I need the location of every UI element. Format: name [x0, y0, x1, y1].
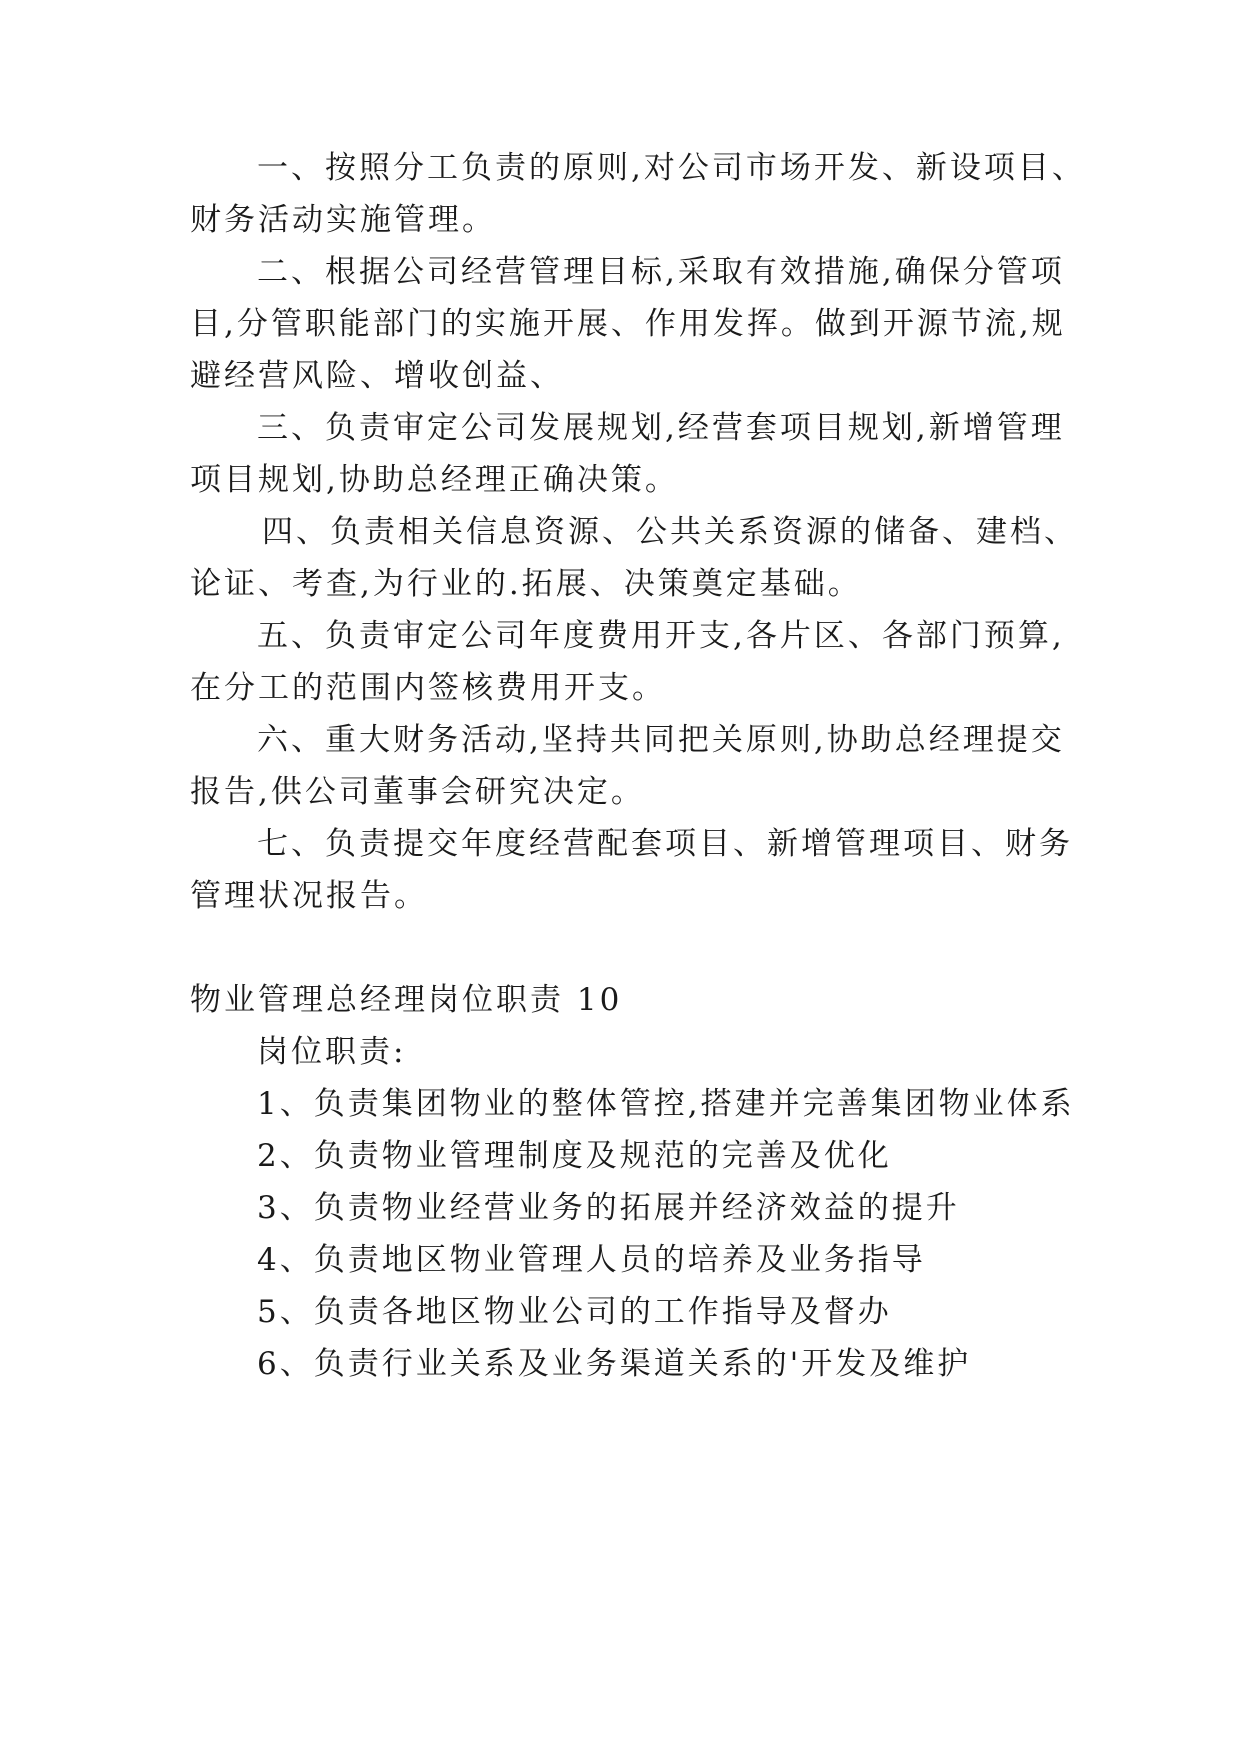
paragraph-6-line-1: 六、重大财务活动,坚持共同把关原则,协助总经理提交 — [257, 722, 1065, 758]
paragraph-2-line-2: 目,分管职能部门的实施开展、作用发挥。做到开源节流,规 — [190, 306, 1066, 342]
paragraph-4-line-1: 四、负责相关信息资源、公共关系资源的储备、建档、 — [262, 514, 1078, 550]
list-item: 5、负责各地区物业公司的工作指导及督办 — [257, 1294, 892, 1330]
list-item: 3、负责物业经营业务的拓展并经济效益的提升 — [257, 1190, 960, 1226]
paragraph-2-line-1: 二、根据公司经营管理目标,采取有效措施,确保分管项 — [257, 254, 1065, 290]
section-subtitle: 岗位职责: — [257, 1034, 407, 1070]
list-item: 2、负责物业管理制度及规范的完善及优化 — [257, 1138, 892, 1174]
list-item: 1、负责集团物业的整体管控,搭建并完善集团物业体系 — [257, 1086, 1075, 1122]
paragraph-7-line-2: 管理状况报告。 — [190, 878, 428, 914]
paragraph-6-line-2: 报告,供公司董事会研究决定。 — [190, 774, 645, 810]
paragraph-3-line-2: 项目规划,协助总经理正确决策。 — [190, 462, 679, 498]
paragraph-7-line-1: 七、负责提交年度经营配套项目、新增管理项目、财务 — [257, 826, 1073, 862]
paragraph-1-line-2: 财务活动实施管理。 — [190, 202, 496, 238]
section-title: 物业管理总经理岗位职责 10 — [190, 982, 623, 1018]
list-item: 4、负责地区物业管理人员的培养及业务指导 — [257, 1242, 926, 1278]
paragraph-5-line-2: 在分工的范围内签核费用开支。 — [190, 670, 666, 706]
paragraph-4-line-2: 论证、考查,为行业的.拓展、决策奠定基础。 — [190, 566, 862, 602]
paragraph-5-line-1: 五、负责审定公司年度费用开支,各片区、各部门预算, — [257, 618, 1065, 654]
list-item: 6、负责行业关系及业务渠道关系的'开发及维护 — [257, 1346, 972, 1382]
paragraph-2-line-3: 避经营风险、增收创益、 — [190, 358, 564, 394]
paragraph-1-line-1: 一、按照分工负责的原则,对公司市场开发、新设项目、 — [257, 150, 1086, 186]
paragraph-3-line-1: 三、负责审定公司发展规划,经营套项目规划,新增管理 — [257, 410, 1065, 446]
